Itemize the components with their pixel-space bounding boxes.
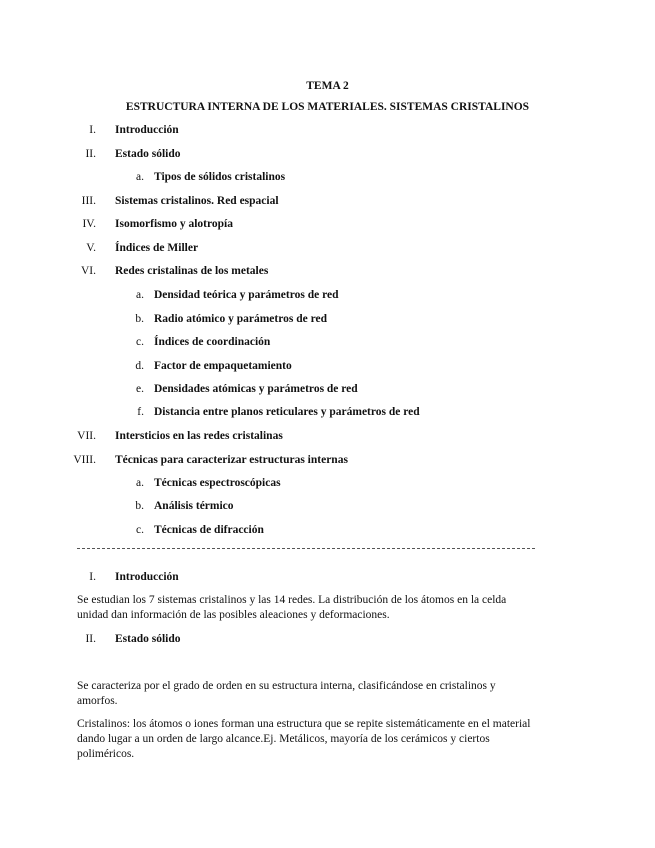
outline-label: Redes cristalinas de los metales bbox=[115, 265, 269, 277]
outline-label: Índices de Miller bbox=[115, 242, 199, 254]
outline-label: Tipos de sólidos cristalinos bbox=[154, 171, 286, 183]
outline-label: Técnicas de difracción bbox=[154, 524, 264, 536]
outline-label: Índices de coordinación bbox=[154, 336, 271, 348]
outline-number: IV. bbox=[82, 218, 96, 230]
outline-label: Técnicas espectroscópicas bbox=[154, 477, 281, 489]
outline-number: VII. bbox=[77, 430, 96, 442]
paragraph-line: Cristalinos: los átomos o iones forman una estructura que se repite sistemáticamente en el material bbox=[77, 718, 531, 730]
outline-number: c. bbox=[136, 336, 144, 348]
outline-number: f. bbox=[137, 406, 144, 418]
outline-number: V. bbox=[86, 242, 96, 254]
paragraph bbox=[77, 679, 577, 709]
paragraph-line: Se estudian los 7 sistemas cristalinos y las 14 redes. La distribución de los átomos en la celda bbox=[77, 594, 507, 606]
section-number: II. bbox=[85, 633, 96, 645]
section-number: I. bbox=[89, 571, 96, 583]
outline-number: II. bbox=[85, 148, 96, 160]
outline-label: Factor de empaquetamiento bbox=[154, 360, 292, 372]
outline-number: d. bbox=[135, 360, 144, 372]
outline-label: Técnicas para caracterizar estructuras internas bbox=[115, 454, 348, 466]
paragraph bbox=[77, 593, 577, 623]
outline-number: VIII. bbox=[73, 454, 96, 466]
paragraph-line: Se caracteriza por el grado de orden en su estructura interna, clasificándose en cristalinos y bbox=[77, 680, 496, 692]
paragraph-line: unidad dan información de las posibles aleaciones y deformaciones. bbox=[77, 609, 390, 621]
outline-label: Análisis térmico bbox=[154, 500, 234, 512]
outline-number: b. bbox=[135, 500, 144, 512]
outline-number: I. bbox=[89, 124, 96, 136]
section-divider bbox=[77, 548, 535, 549]
section-title: Introducción bbox=[115, 571, 179, 583]
outline-number: III. bbox=[81, 195, 96, 207]
outline-number: a. bbox=[136, 477, 144, 489]
section-title: Estado sólido bbox=[115, 633, 181, 645]
paragraph-line: poliméricos. bbox=[77, 748, 135, 760]
outline-number: c. bbox=[136, 524, 144, 536]
outline-number: e. bbox=[136, 383, 144, 395]
outline-number: a. bbox=[136, 289, 144, 301]
outline-label: Densidad teórica y parámetros de red bbox=[154, 289, 339, 301]
outline-label: Introducción bbox=[115, 124, 179, 136]
outline-number: b. bbox=[135, 313, 144, 325]
outline-label: Estado sólido bbox=[115, 148, 181, 160]
outline-label: Sistemas cristalinos. Red espacial bbox=[115, 195, 279, 207]
outline-label: Radio atómico y parámetros de red bbox=[154, 313, 328, 325]
document-subtitle: ESTRUCTURA INTERNA DE LOS MATERIALES. SISTEMAS CRISTALINOS bbox=[125, 101, 530, 113]
outline-label: Intersticios en las redes cristalinas bbox=[115, 430, 283, 442]
paragraph-line: dando lugar a un orden de largo alcance.Ej. Metálicos, mayoría de los cerámicos y ciertos bbox=[77, 733, 490, 745]
outline-label: Isomorfismo y alotropía bbox=[115, 218, 233, 230]
outline-label: Distancia entre planos reticulares y parámetros de red bbox=[154, 406, 420, 418]
paragraph-line: amorfos. bbox=[77, 695, 118, 707]
outline-number: VI. bbox=[80, 265, 96, 277]
paragraph bbox=[77, 717, 577, 762]
outline-number: a. bbox=[136, 171, 144, 183]
document-title: TEMA 2 bbox=[306, 80, 349, 92]
outline-label: Densidades atómicas y parámetros de red bbox=[154, 383, 358, 395]
